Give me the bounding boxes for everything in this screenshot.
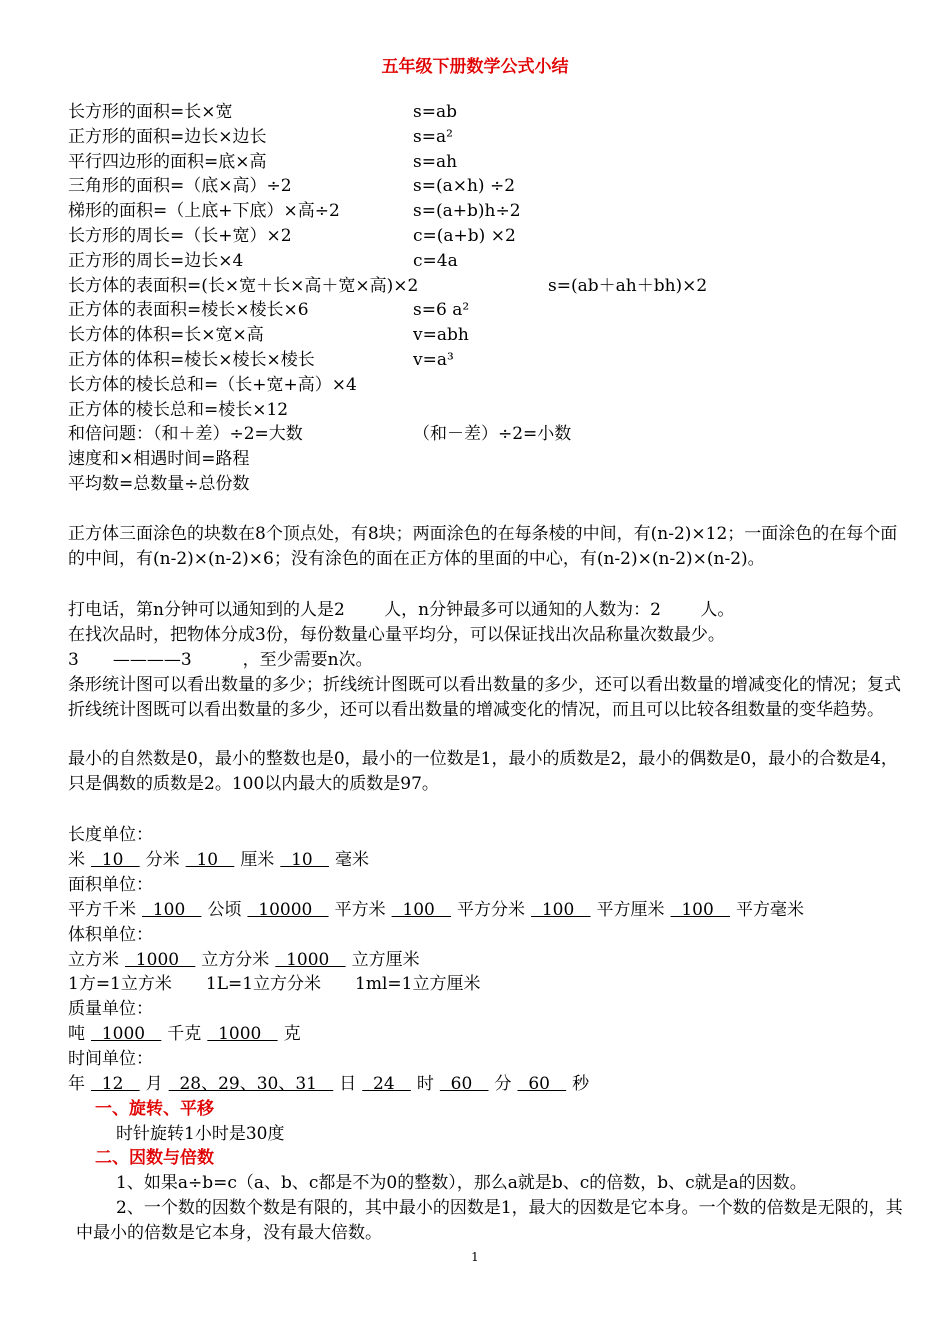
chart-paragraph: 条形统计图可以看出数量的多少；折线统计图既可以看出数量的多少，还可以看出数量的增减变化的情况；复式折线统计图既可以看出数量的多少，还可以看出数量的增减变化的情况，而且可以比较各组数量的变华趋势。 <box>68 675 901 720</box>
formula-expression: s=(a+b)h÷2 <box>413 201 521 222</box>
formula-expression: s=a² <box>413 126 453 147</box>
formula-expression: s=ah <box>413 151 458 172</box>
cube-paragraph: 正方体三面涂色的块数在8个顶点处，有8块；两面涂色的在每条棱的中间，有(n-2)×12；一面涂色的在每个面的中间，有(n-2)×(n-2)×6；没有涂色的面在正方体的里面的中心，有(n-2)×(n-2)×(n-2)。 <box>68 524 898 569</box>
conversion-rate: 10 <box>91 850 140 870</box>
formula-expression: c=4a <box>413 250 458 271</box>
formula-name: 三角形的面积=（底×高）÷2 <box>68 176 292 197</box>
formula-expression: s=(a×h) ÷2 <box>413 176 516 197</box>
formula-name: 正方形的面积=边长×边长 <box>68 126 267 147</box>
time-units <box>68 1072 595 1096</box>
conversion-rate: 24 <box>362 1074 411 1094</box>
formula-name: 梯形的面积=（上底+下底）×高÷2 <box>68 201 340 222</box>
unit-name: 分 <box>494 1074 512 1094</box>
page-title: 五年级下册数学公式小结 <box>381 57 569 77</box>
conversion-rate: 28、29、30、31 <box>168 1074 334 1094</box>
unit-name: 毫米 <box>334 850 369 870</box>
section2-item1: 1、如果a÷b=c（a、b、c都是不为0的整数），那么a就是b、c的倍数，b、c就是a的因数。 <box>116 1173 807 1193</box>
formula-name: 正方形的周长=边长×4 <box>68 250 244 271</box>
unit-name: 立方厘米 <box>351 950 420 970</box>
unit-name: 日 <box>339 1074 357 1094</box>
formula-name: 平均数=总数量÷总份数 <box>68 474 250 494</box>
formula-name: 速度和×相遇时间=路程 <box>68 449 250 470</box>
defect-line-2: 3 ————3 ，至少需要n次。 <box>68 650 373 670</box>
formula-expression: （和－差）÷2=小数 <box>413 424 572 445</box>
section1-heading: 一、旋转、平移 <box>95 1099 214 1119</box>
volume-title: 体积单位： <box>68 925 153 945</box>
length-units <box>68 848 375 872</box>
defect-line: 在找次品时，把物体分成3份，每份数量心量平均分，可以保证找出次品称量次数最少。 <box>68 625 725 645</box>
unit-name: 吨 <box>68 1024 85 1044</box>
unit-name: 年 <box>68 1074 85 1094</box>
unit-name: 月 <box>145 1074 163 1094</box>
unit-name: 平方分米 <box>457 900 526 920</box>
conversion-rate: 100 <box>531 900 591 920</box>
unit-name: 平方毫米 <box>735 900 804 920</box>
unit-name: 平方厘米 <box>596 900 665 920</box>
formula-expression: c=(a+b) ×2 <box>413 226 516 246</box>
formula-name: 长方体的棱长总和=（长+宽+高）×4 <box>68 374 357 395</box>
formula-name: 长方形的周长=（长+宽）×2 <box>68 226 292 246</box>
unit-name: 公顷 <box>207 900 242 920</box>
formula-expression: s=(ab＋ah＋bh)×2 <box>548 275 708 296</box>
volume-note: 1方=1立方米 1L=1立方分米 1ml=1立方厘米 <box>68 974 481 994</box>
formula-name: 长方体的表面积=(长×宽＋长×高＋宽×高)×2 <box>68 275 419 296</box>
unit-name: 立方分米 <box>201 950 270 970</box>
conversion-rate: 10000 <box>247 900 329 920</box>
conversion-rate: 60 <box>517 1074 567 1094</box>
mass-units <box>68 1022 307 1046</box>
unit-name: 平方千米 <box>68 900 136 920</box>
formula-name: 正方体的体积=棱长×棱长×棱长 <box>68 350 315 370</box>
unit-name: 分米 <box>145 850 180 870</box>
unit-name: 克 <box>283 1024 301 1044</box>
length-title: 长度单位： <box>68 825 153 845</box>
formula-expression: s=6 a² <box>413 300 470 321</box>
formula-expression: s=ab <box>413 102 457 122</box>
page-number: 1 <box>471 1250 479 1264</box>
unit-name: 米 <box>68 850 85 870</box>
area-title: 面积单位： <box>68 875 153 895</box>
conversion-rate: 100 <box>670 900 730 920</box>
formula-name: 正方体的棱长总和=棱长×12 <box>68 399 289 420</box>
time-title: 时间单位： <box>68 1049 153 1069</box>
conversion-rate: 12 <box>91 1074 140 1094</box>
unit-name: 厘米 <box>240 850 275 870</box>
formula-name: 平行四边形的面积=底×高 <box>68 151 267 172</box>
conversion-rate: 1000 <box>91 1024 162 1044</box>
section1-text: 时针旋转1小时是30度 <box>116 1124 285 1144</box>
section2-heading: 二、因数与倍数 <box>95 1148 214 1168</box>
conversion-rate: 10 <box>280 850 329 870</box>
conversion-rate: 100 <box>391 900 452 920</box>
unit-name: 时 <box>416 1074 434 1094</box>
formula-name: 长方形的面积=长×宽 <box>68 102 233 122</box>
conversion-rate: 1000 <box>207 1024 278 1044</box>
formula-name: 和倍问题：（和＋差）÷2=大数 <box>68 424 303 445</box>
unit-name: 秒 <box>572 1074 590 1094</box>
formula-name: 长方体的体积=长×宽×高 <box>68 325 264 346</box>
conversion-rate: 1000 <box>275 950 346 970</box>
conversion-rate: 60 <box>439 1074 489 1094</box>
formula-expression: v=abh <box>413 325 469 346</box>
phone-line: 打电话，第n分钟可以通知到的人是2 人，n分钟最多可以通知的人数为：2 人。 <box>68 600 735 620</box>
unit-name: 千克 <box>167 1024 202 1044</box>
unit-name: 立方米 <box>68 950 119 970</box>
conversion-rate: 1000 <box>125 950 196 970</box>
volume-units <box>68 948 426 972</box>
conversion-rate: 100 <box>142 900 202 920</box>
section2-item2: 2、一个数的因数个数是有限的，其中最小的因数是1，最大的因数是它本身。一个数的倍数是无限的，其中最小的倍数是它本身，没有最大倍数。 <box>76 1198 903 1243</box>
unit-name: 平方米 <box>334 900 386 920</box>
area-units <box>68 898 810 922</box>
formula-expression: v=a³ <box>413 350 454 370</box>
formula-name: 正方体的表面积=棱长×棱长×6 <box>68 300 309 321</box>
numbers-paragraph: 最小的自然数是0，最小的整数也是0，最小的一位数是1，最小的质数是2，最小的偶数是0，最小的合数是4，只是偶数的质数是2。100以内最大的质数是97。 <box>68 749 898 794</box>
conversion-rate: 10 <box>185 850 235 870</box>
mass-title: 质量单位： <box>68 999 153 1019</box>
